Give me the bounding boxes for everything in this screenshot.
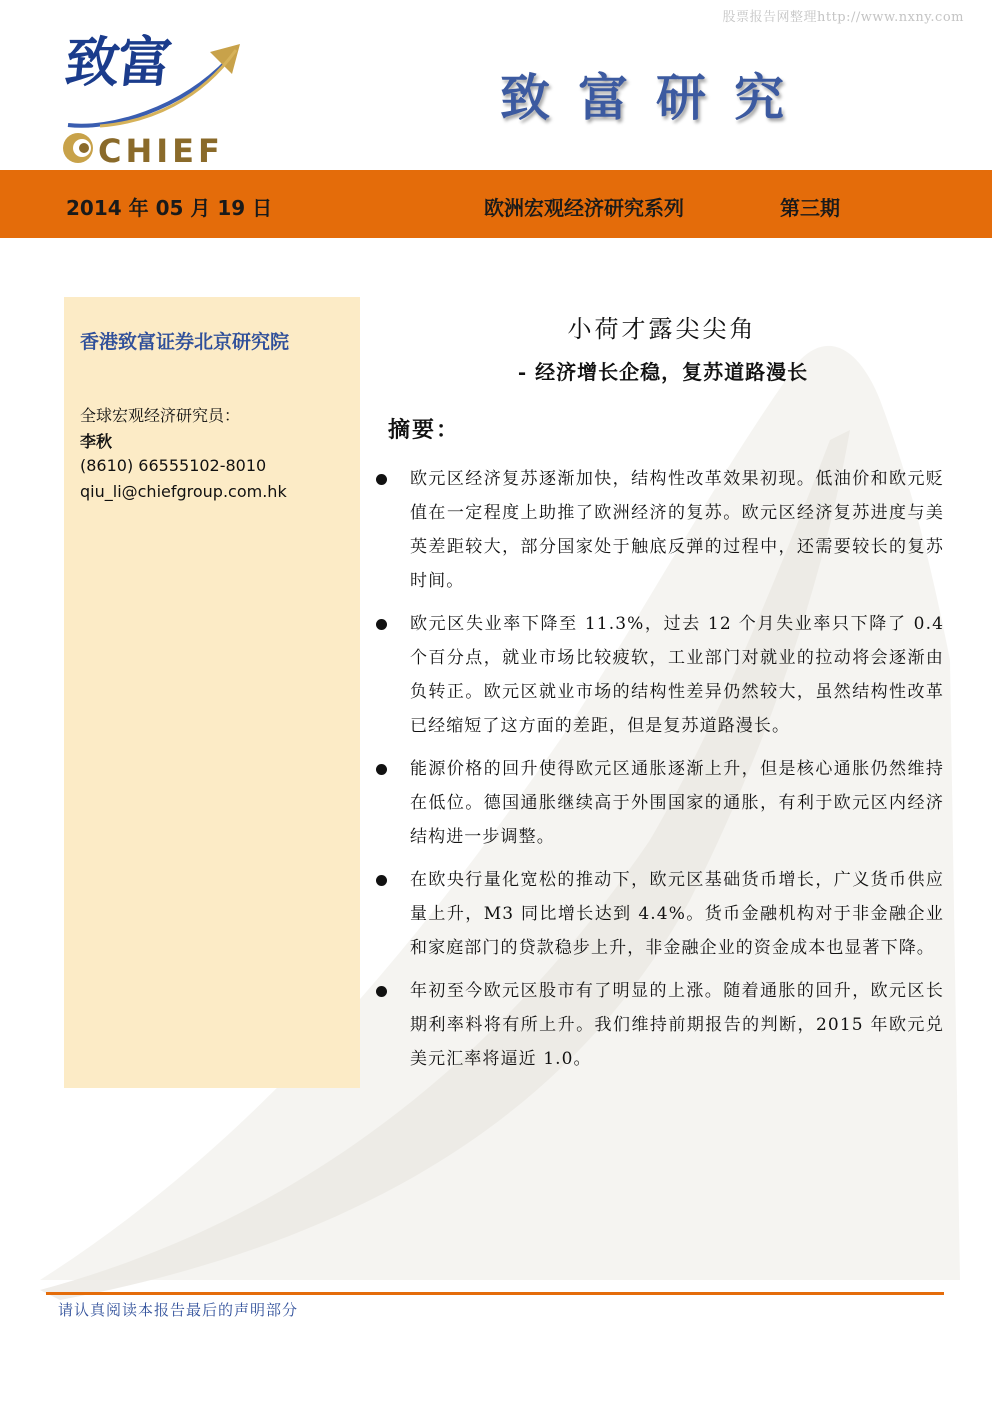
- list-item: [370, 462, 944, 598]
- swirl-icon: [60, 130, 96, 166]
- report-main: [370, 297, 944, 1085]
- report-issue: 第三期: [780, 196, 840, 220]
- header-bar: [0, 170, 992, 238]
- bullet-text: 欧元区失业率下降至 11.3%，过去 12 个月失业率只下降了 0.4 个百分点，就业市场比较疲软，工业部门对就业的拉动将会逐渐由负转正。欧元区就业市场的结构性差异仍然较大，虽然结构性改革已经缩短了这方面的差距，但是复苏道路漫长。: [410, 614, 944, 736]
- bullet-text: 在欧央行量化宽松的推动下，欧元区基础货币增长，广义货币供应量上升，M3 同比增长达到 4.4%。货币金融机构对于非金融企业和家庭部门的贷款稳步上升，非金融企业的资金成本也显著下降。: [410, 870, 944, 958]
- analyst-role: 全球宏观经济研究员：: [80, 406, 241, 425]
- list-item: [370, 752, 944, 854]
- bullet-icon: [376, 764, 387, 775]
- bullet-icon: [376, 986, 387, 997]
- chief-logo: [60, 20, 250, 170]
- bullet-text: 能源价格的回升使得欧元区通胀逐渐上升，但是核心通胀仍然维持在低位。德国通胀继续高于外围国家的通胀，有利于欧元区内经济结构进一步调整。: [410, 759, 944, 847]
- footer-disclaimer: 请认真阅读本报告最后的声明部分: [58, 1301, 299, 1319]
- brand-title: 致富研究: [500, 68, 812, 127]
- analyst-name: 李秋: [80, 432, 113, 451]
- analyst-email[interactable]: qiu_li@chiefgroup.com.hk: [80, 482, 287, 501]
- bullet-icon: [376, 619, 387, 630]
- abstract-list: [370, 462, 944, 1076]
- list-item: [370, 863, 944, 965]
- bullet-text: 年初至今欧元区股市有了明显的上涨。随着通胀的回升，欧元区长期利率料将有所上升。我们维持前期报告的判断，2015 年欧元兑美元汇率将逼近 1.0。: [410, 981, 944, 1069]
- bullet-text: 欧元区经济复苏逐渐加快，结构性改革效果初现。低油价和欧元贬值在一定程度上助推了欧洲经济的复苏。欧元区经济复苏进度与美英差距较大，部分国家处于触底反弹的过程中，还需要较长的复苏时间。: [410, 469, 944, 591]
- analyst-sidebar: [64, 297, 360, 1088]
- logo-chinese-text: 致富: [62, 30, 173, 94]
- report-subtitle: - 经济增长企稳，复苏道路漫长: [517, 360, 809, 384]
- report-title: 小荷才露尖尖角: [567, 315, 757, 343]
- research-institute: 香港致富证券北京研究院: [80, 331, 290, 353]
- report-date: 2014 年 05 月 19 日: [66, 196, 273, 220]
- logo-english-text: CHIEF: [98, 132, 224, 170]
- footer-divider: [46, 1292, 944, 1295]
- watermark-text: 股票报告网整理http://www.nxny.com: [722, 10, 964, 25]
- report-series: 欧洲宏观经济研究系列: [484, 196, 684, 220]
- list-item: [370, 974, 944, 1076]
- list-item: [370, 607, 944, 743]
- analyst-phone: (8610) 66555102-8010: [80, 456, 267, 475]
- bullet-icon: [376, 474, 387, 485]
- bullet-icon: [376, 875, 387, 886]
- abstract-heading: 摘要：: [388, 417, 461, 443]
